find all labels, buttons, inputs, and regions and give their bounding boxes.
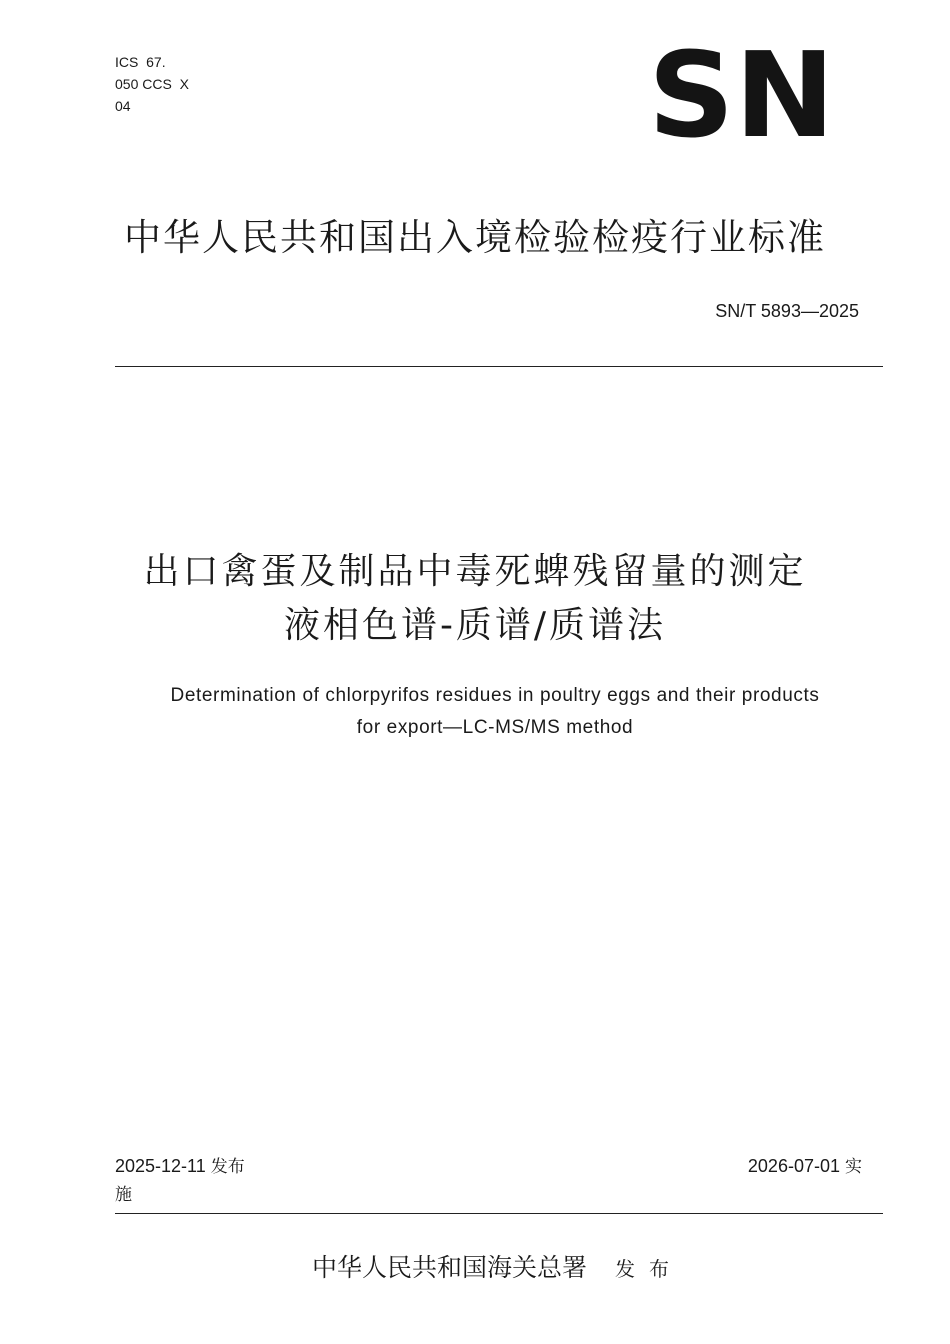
english-title-line-2: for export—LC-MS/MS method [356, 717, 634, 738]
standard-number: SN/T 5893—2025 [715, 301, 859, 321]
implement-label: 实 [845, 1157, 862, 1177]
sn-logo [650, 48, 835, 142]
issue-label: 发布 [210, 1157, 245, 1177]
publisher-line [0, 1248, 950, 1289]
publish-action: 发布 [615, 1257, 683, 1281]
issue-label-wrap: 施 [115, 1185, 132, 1205]
sn-logo-text: SN [650, 48, 835, 142]
ccs-line: 050 CCS X [115, 76, 189, 92]
chinese-title-line-2: 液相色谱-质谱/质谱法 [283, 605, 667, 646]
ics-ccs-codes [115, 51, 235, 117]
implement-date-block [748, 1152, 862, 1181]
ccs-line-cont: 04 [115, 98, 131, 114]
chinese-title-line-1: 出口禽蛋及制品中毒死蜱残留量的测定 [143, 551, 807, 592]
implement-date: 2026-07-01 [747, 1156, 840, 1176]
sn-logo-graphic [650, 48, 835, 142]
bottom-divider [115, 1213, 883, 1214]
top-divider [115, 366, 883, 367]
publisher-name: 中华人民共和国海关总署 [311, 1253, 587, 1282]
ics-line: ICS 67. [115, 54, 166, 70]
standard-category-title: 中华人民共和国出入境检验检疫行业标准 [124, 216, 826, 259]
issue-date: 2025-12-11 [115, 1156, 206, 1176]
english-title-line-1: Determination of chlorpyrifos residues in poultry eggs and their products [170, 685, 820, 706]
issue-date-block [115, 1152, 315, 1209]
